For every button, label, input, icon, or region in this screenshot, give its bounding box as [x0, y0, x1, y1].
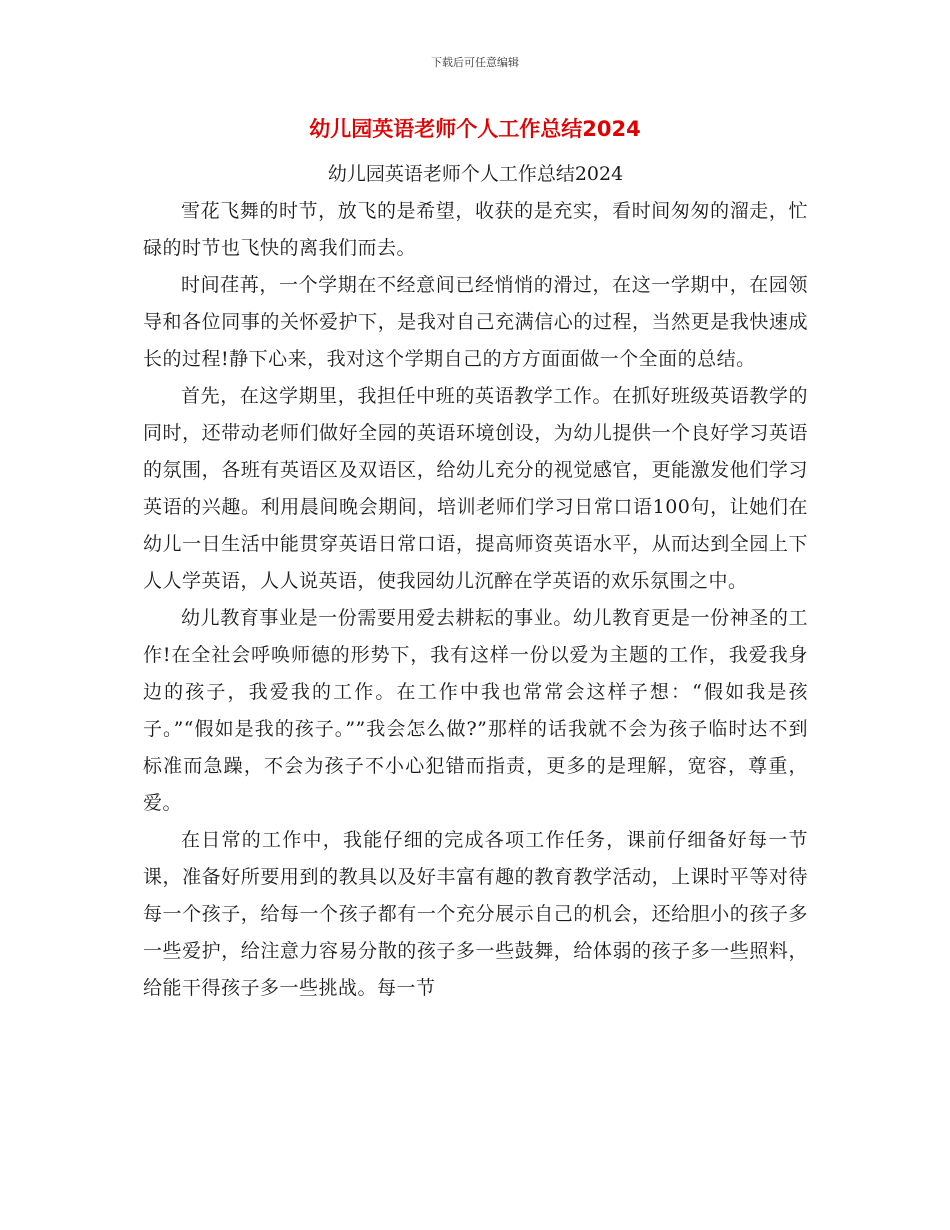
paragraph-1: 雪花飞舞的时节，放飞的是希望，收获的是充实，看时间匆匆的溜走，忙碌的时节也飞快的离我们而去。	[143, 200, 808, 259]
document-subtitle: 幼儿园英语老师个人工作总结2024	[327, 163, 624, 185]
document-body	[143, 156, 808, 1007]
paragraph-2: 时间荏苒，一个学期在不经意间已经悄悄的滑过，在这一学期中，在园领导和各位同事的关怀爱护下，是我对自己充满信心的过程，当然更是我快速成长的过程!静下心来，我对这个学期自己的方方面面做一个全面的总结。	[143, 274, 808, 370]
paragraph-3: 首先，在这学期里，我担任中班的英语教学工作。在抓好班级英语教学的同时，还带动老师们做好全园的英语环境创设，为幼儿提供一个良好学习英语的氛围，各班有英语区及双语区，给幼儿充分的视觉感官，更能激发他们学习英语的兴趣。利用晨间晚会期间，培训老师们学习日常口语100句，让她们在幼儿一日生活中能贯穿英语日常口语，提高师资英语水平，从而达到全园上下人人学英语，人人说英语，使我园幼儿沉醉在学英语的欢乐氛围之中。	[143, 385, 808, 592]
download-note: 下载后可任意编辑	[431, 56, 519, 69]
paragraph-4: 幼儿教育事业是一份需要用爱去耕耘的事业。幼儿教育更是一份神圣的工作!在全社会呼唤师德的形势下，我有这样一份以爱为主题的工作，我爱我身边的孩子，我爱我的工作。在工作中我也常常会这样子想：“假如我是孩子。”“假如是我的孩子。””我会怎么做?”那样的话我就不会为孩子临时达不到标准而急躁，不会为孩子不小心犯错而指责，更多的是理解，宽容，尊重，爱。	[143, 607, 808, 814]
paragraph-5: 在日常的工作中，我能仔细的完成各项工作任务，课前仔细备好每一节课，准备好所要用到的教具以及好丰富有趣的教育教学活动，上课时平等对待每一个孩子，给每一个孩子都有一个充分展示自己的机会，还给胆小的孩子多一些爱护，给注意力容易分散的孩子多一些鼓舞，给体弱的孩子多一些照料，给能干得孩子多一些挑战。每一节	[143, 829, 808, 999]
document-title: 幼儿园英语老师个人工作总结2024	[309, 117, 641, 141]
